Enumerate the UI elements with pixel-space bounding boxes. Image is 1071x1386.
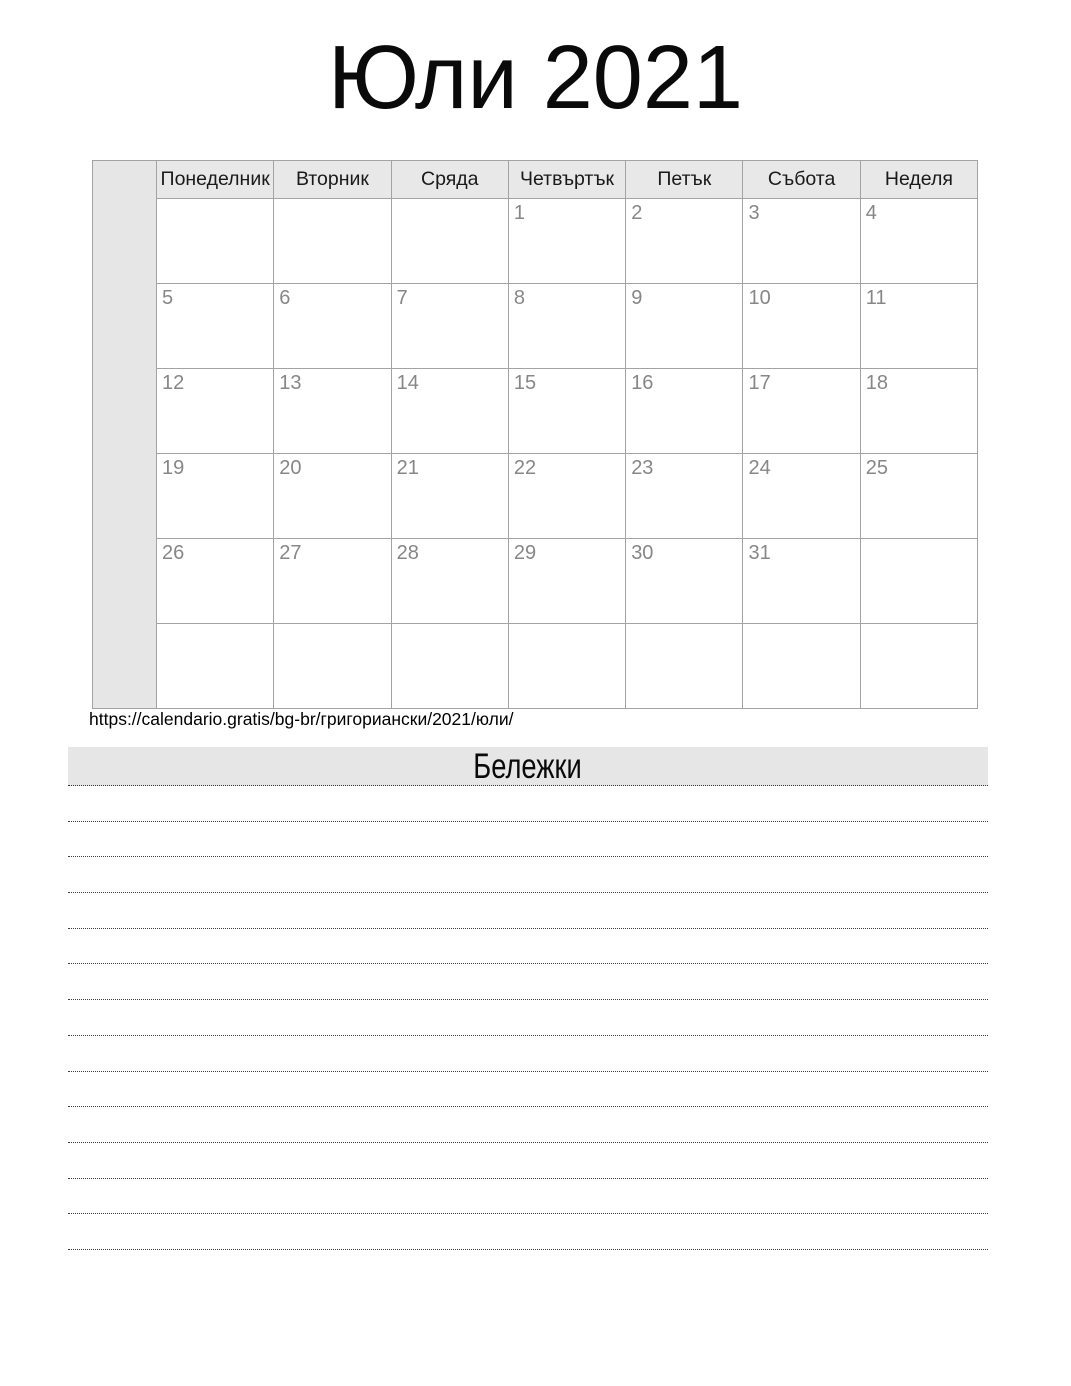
day-cell: [274, 199, 391, 284]
notes-section: [68, 747, 988, 1250]
day-cell: 31: [743, 539, 860, 624]
day-cell: 22: [508, 454, 625, 539]
day-cell: [743, 624, 860, 709]
note-line: [68, 893, 988, 929]
note-line: [68, 1036, 988, 1072]
weekday-header-tuesday: Вторник: [274, 161, 391, 199]
calendar-table: [92, 160, 978, 709]
day-cell: 16: [626, 369, 743, 454]
weekday-header-thursday: Четвъртък: [508, 161, 625, 199]
day-cell: 27: [274, 539, 391, 624]
day-cell: [157, 199, 274, 284]
note-line: [68, 929, 988, 965]
week-row-4: [93, 454, 978, 539]
notes-title: Бележки: [473, 746, 583, 786]
page-title: Юли 2021: [328, 28, 743, 128]
week-row-1: [93, 199, 978, 284]
day-cell: 9: [626, 284, 743, 369]
day-cell: 21: [391, 454, 508, 539]
day-cell: 23: [626, 454, 743, 539]
day-cell: 4: [860, 199, 977, 284]
note-line: [68, 1000, 988, 1036]
day-cell: 3: [743, 199, 860, 284]
day-cell: 18: [860, 369, 977, 454]
note-line: [68, 1179, 988, 1215]
note-line: [68, 1214, 988, 1250]
day-cell: [274, 624, 391, 709]
day-cell: 30: [626, 539, 743, 624]
day-cell: [860, 624, 977, 709]
day-cell: [391, 624, 508, 709]
day-cell: 14: [391, 369, 508, 454]
day-cell: 6: [274, 284, 391, 369]
day-cell: 5: [157, 284, 274, 369]
weekday-header-row: [93, 161, 978, 199]
day-cell: [157, 624, 274, 709]
day-cell: 2: [626, 199, 743, 284]
notes-header-band: [68, 747, 988, 786]
note-line: [68, 1107, 988, 1143]
day-cell: [860, 539, 977, 624]
day-cell: 13: [274, 369, 391, 454]
weekday-header-sunday: Неделя: [860, 161, 977, 199]
day-cell: 11: [860, 284, 977, 369]
day-cell: 28: [391, 539, 508, 624]
weekday-header-friday: Петък: [626, 161, 743, 199]
day-cell: 24: [743, 454, 860, 539]
note-line: [68, 857, 988, 893]
source-url: https://calendario.gratis/bg-br/григориански/2021/юли/: [89, 709, 514, 729]
day-cell: [508, 624, 625, 709]
day-cell: 15: [508, 369, 625, 454]
note-line: [68, 822, 988, 858]
week-row-5: [93, 539, 978, 624]
day-cell: 12: [157, 369, 274, 454]
day-cell: 29: [508, 539, 625, 624]
weekday-header-monday: Понеделник: [157, 161, 274, 199]
day-cell: 1: [508, 199, 625, 284]
weekday-header-saturday: Събота: [743, 161, 860, 199]
day-cell: 17: [743, 369, 860, 454]
gutter-column: [93, 161, 157, 709]
day-cell: [391, 199, 508, 284]
note-line: [68, 1143, 988, 1179]
day-cell: 7: [391, 284, 508, 369]
note-line: [68, 1072, 988, 1108]
weekday-header-wednesday: Сряда: [391, 161, 508, 199]
day-cell: 19: [157, 454, 274, 539]
day-cell: [626, 624, 743, 709]
note-line: [68, 964, 988, 1000]
week-row-2: [93, 284, 978, 369]
note-line: [68, 786, 988, 822]
day-cell: 8: [508, 284, 625, 369]
week-row-3: [93, 369, 978, 454]
day-cell: 10: [743, 284, 860, 369]
day-cell: 20: [274, 454, 391, 539]
day-cell: 25: [860, 454, 977, 539]
day-cell: 26: [157, 539, 274, 624]
week-row-6: [93, 624, 978, 709]
